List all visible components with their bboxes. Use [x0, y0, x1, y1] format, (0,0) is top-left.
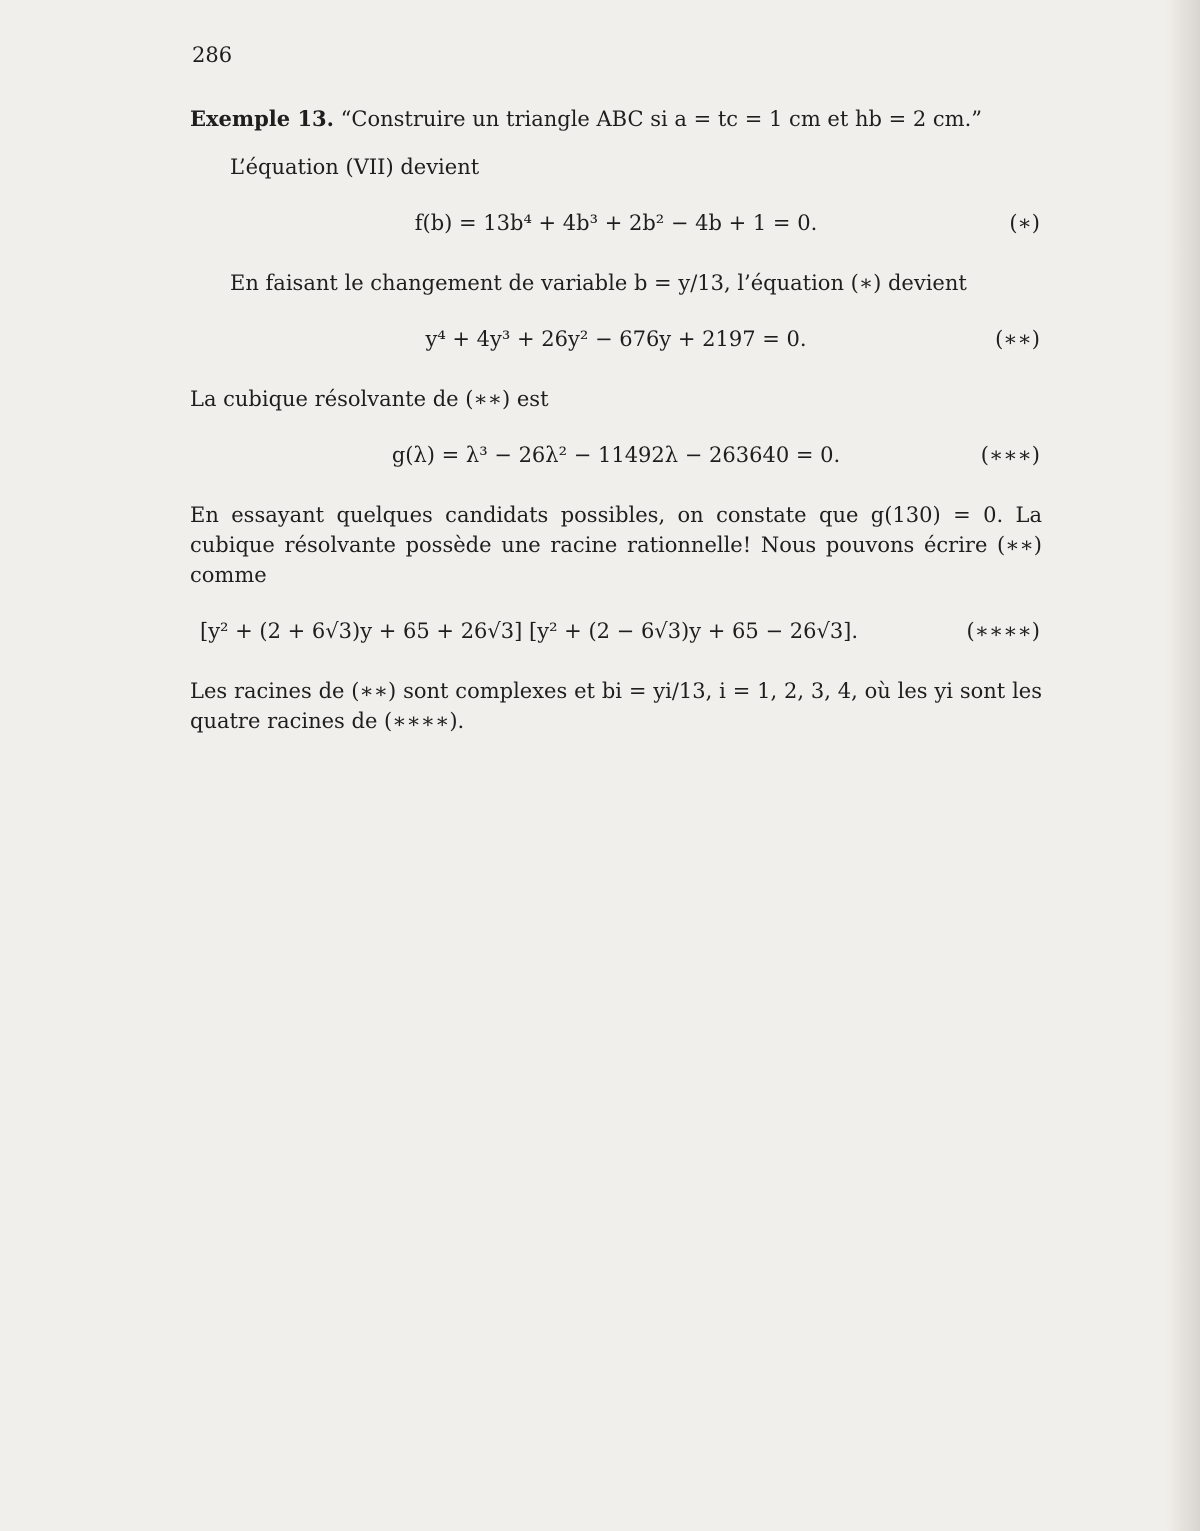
paragraph-4: En essayant quelques candidats possibles, on constate que g(130) = 0. La cubique résolvante possède une racine rationnelle! Nous pouvons écrire (∗∗) comme	[190, 503, 1042, 587]
equation-1	[190, 208, 1042, 238]
equation-3	[190, 440, 1042, 470]
paragraph-1: L’équation (VII) devient	[230, 155, 480, 179]
equation-1-formula: f(b) = 13b⁴ + 4b³ + 2b² − 4b + 1 = 0.	[414, 211, 818, 235]
page-edge-shadow	[1166, 0, 1200, 1531]
equation-3-formula: g(λ) = λ³ − 26λ² − 11492λ − 263640 = 0.	[391, 443, 841, 467]
example-text: “Construire un triangle ABC si a = tc = 1 cm et hb = 2 cm.”	[340, 107, 982, 131]
equation-4-formula: [y² + (2 + 6√3)y + 65 + 26√3] [y² + (2 − 6√3)y + 65 − 26√3].	[200, 619, 859, 643]
paragraph-5: Les racines de (∗∗) sont complexes et bi = yi/13, i = 1, 2, 3, 4, où les yi sont les quatre racines de (∗∗∗∗).	[190, 679, 1042, 733]
paragraph-2: En faisant le changement de variable b = y/13, l’équation (∗) devient	[230, 271, 967, 295]
equation-3-tag: (∗∗∗)	[980, 443, 1040, 467]
page-content	[190, 40, 1042, 736]
equation-1-tag: (∗)	[1009, 211, 1040, 235]
equation-4-tag: (∗∗∗∗)	[966, 619, 1040, 643]
equation-4	[190, 616, 1042, 646]
paragraph-3: La cubique résolvante de (∗∗) est	[190, 387, 549, 411]
page-number: 286	[192, 43, 233, 67]
equation-2-formula: y⁴ + 4y³ + 26y² − 676y + 2197 = 0.	[425, 327, 807, 351]
example-paragraph	[190, 104, 1042, 134]
equation-2	[190, 324, 1042, 354]
example-label: Exemple 13.	[190, 106, 334, 131]
equation-2-tag: (∗∗)	[995, 327, 1040, 351]
